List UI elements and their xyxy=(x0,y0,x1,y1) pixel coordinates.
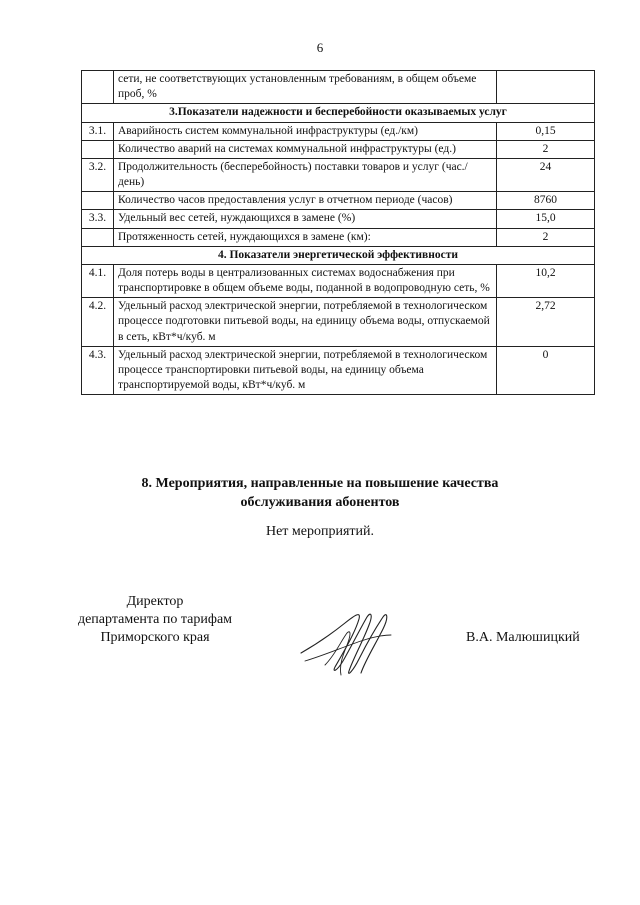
section-title: 3.Показатели надежности и бесперебойности оказываемых услуг xyxy=(82,104,595,122)
no-measures-text: Нет мероприятий. xyxy=(265,524,375,539)
handwritten-signature xyxy=(295,605,395,680)
indicators-table xyxy=(81,70,595,395)
section-8-heading-line1: 8. Мероприятия, направленные на повышение качества xyxy=(141,476,499,491)
indicator-value: 10,2 xyxy=(497,264,595,297)
table-row xyxy=(82,122,595,140)
signer-name: В.А. Малюшицкий xyxy=(466,630,580,645)
page-number: 6 xyxy=(316,40,324,55)
indicator-name: Протяженность сетей, нуждающихся в замене (км): xyxy=(114,228,497,246)
indicator-name: Количество часов предоставления услуг в отчетном периоде (часов) xyxy=(114,192,497,210)
signatory-title xyxy=(60,593,250,648)
row-number: 3.1. xyxy=(82,122,114,140)
section-8-heading-line2: обслуживания абонентов xyxy=(240,494,400,510)
indicator-name: Аварийность систем коммунальной инфраструктуры (ед./км) xyxy=(114,122,497,140)
row-number xyxy=(82,71,114,104)
indicator-name: Количество аварий на системах коммунальной инфраструктуры (ед.) xyxy=(114,140,497,158)
row-number: 3.2. xyxy=(82,158,114,191)
indicator-name: Доля потерь воды в централизованных системах водоснабжения при транспортировке в общем объеме воды, поданной в водопроводную сеть, % xyxy=(114,264,497,297)
indicator-value: 2 xyxy=(497,228,595,246)
indicator-name: сети, не соответствующих установленным требованиям, в общем объеме проб, % xyxy=(114,71,497,104)
indicator-value: 0,15 xyxy=(497,122,595,140)
row-number: 4.1. xyxy=(82,264,114,297)
table-row xyxy=(82,192,595,210)
indicator-value: 24 xyxy=(497,158,595,191)
indicator-value xyxy=(497,71,595,104)
row-number xyxy=(82,192,114,210)
table-row xyxy=(82,346,595,395)
indicator-name: Удельный расход электрической энергии, потребляемой в технологическом процессе подготовки питьевой воды, на единицу объема воды, отпускаемой в сеть, кВт*ч/куб. м xyxy=(114,298,497,347)
row-number: 3.3. xyxy=(82,210,114,228)
signatory-title-line1: Директор xyxy=(126,594,184,609)
indicator-value: 15,0 xyxy=(497,210,595,228)
indicator-value: 0 xyxy=(497,346,595,395)
table-row xyxy=(82,264,595,297)
signatory-title-line3: Приморского края xyxy=(100,630,210,646)
table-row xyxy=(82,158,595,191)
row-number: 4.3. xyxy=(82,346,114,395)
table-section-row xyxy=(82,104,595,122)
indicator-name: Удельный вес сетей, нуждающихся в замене (%) xyxy=(114,210,497,228)
section-8-heading xyxy=(0,475,640,513)
table-row xyxy=(82,140,595,158)
indicator-name: Удельный расход электрической энергии, потребляемой в технологическом процессе транспортировки питьевой воды, на единицу объема транспортируемой воды, кВт*ч/куб. м xyxy=(114,346,497,395)
row-number xyxy=(82,228,114,246)
row-number: 4.2. xyxy=(82,298,114,347)
section-title: 4. Показатели энергетической эффективности xyxy=(82,246,595,264)
row-number xyxy=(82,140,114,158)
indicator-value: 2 xyxy=(497,140,595,158)
indicator-value: 2,72 xyxy=(497,298,595,347)
table-row xyxy=(82,210,595,228)
indicator-value: 8760 xyxy=(497,192,595,210)
indicator-name: Продолжительность (бесперебойность) поставки товаров и услуг (час./день) xyxy=(114,158,497,191)
table-section-row xyxy=(82,246,595,264)
signatory-title-line2: департамента по тарифам xyxy=(77,612,233,628)
table-row xyxy=(82,228,595,246)
table-row xyxy=(82,71,595,104)
table-row xyxy=(82,298,595,347)
